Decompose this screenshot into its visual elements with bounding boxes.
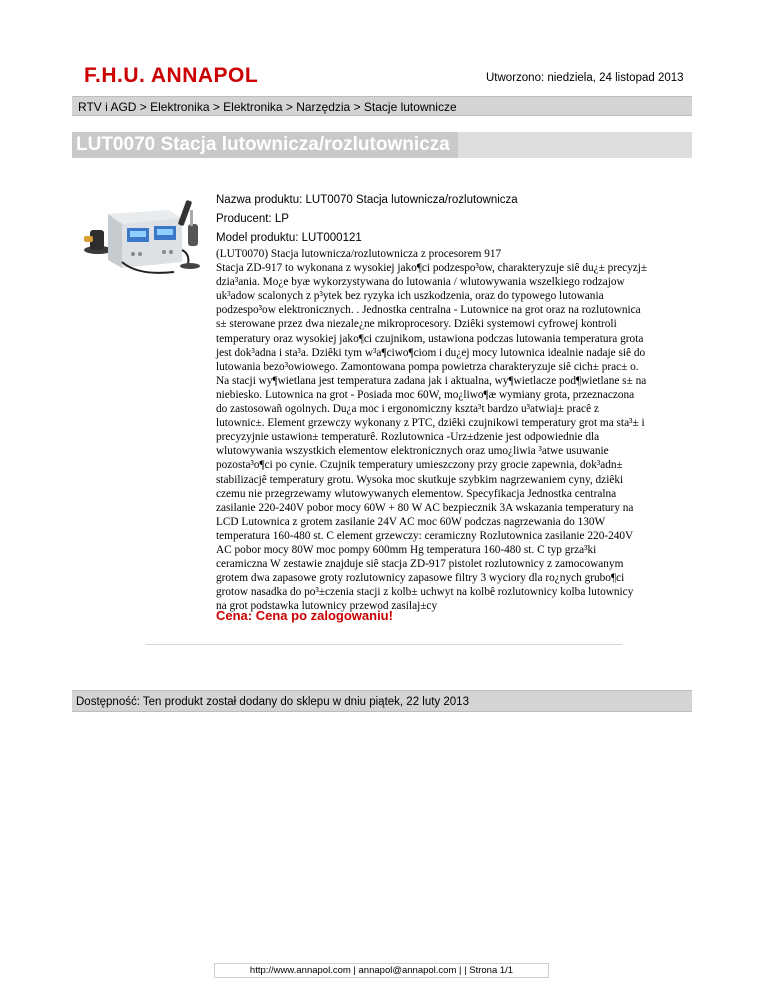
product-meta — [216, 191, 518, 248]
product-title: LUT0070 Stacja lutownicza/rozlutownicza — [72, 132, 458, 158]
brand-name: F.H.U. ANNAPOL — [84, 64, 259, 87]
separator — [146, 644, 622, 645]
availability-bar: Dostępność: Ten produkt został dodany do sklepu w dniu piątek, 22 luty 2013 — [72, 690, 692, 712]
breadcrumb: RTV i AGD > Elektronika > Elektronika > Narzędzia > Stacje lutownicze — [72, 96, 692, 116]
product-model-line: Model produktu: LUT000121 — [216, 232, 362, 244]
created-date: Utworzono: niedziela, 24 listopad 2013 — [486, 72, 684, 84]
product-producer-line: Producent: LP — [216, 213, 289, 225]
product-name-line: Nazwa produktu: LUT0070 Stacja lutownicza/rozlutownicza — [216, 194, 518, 206]
product-price: Cena: Cena po zalogowaniu! — [216, 608, 393, 623]
page-footer: http://www.annapol.com | annapol@annapol.com | | Strona 1/1 — [214, 963, 549, 978]
product-description: (LUT0070) Stacja lutownicza/rozlutownicza z procesorem 917 Stacja ZD-917 to wykonana z wysokiej jako¶ci podzespo³ow, charakteryzuje siê du¿± precyzj± dzia³ania. Mo¿e byæ wykorzystywana do lutowania / wlutowywania wszelkiego rodzajow uk³adow scalonych z p³ytek bez ryzyka ich uszkodzenia, oraz do typowego lutowania podzespo³ow elektronicznych. . Jednostka centralna - Lutownice na grot oraz na rozlutownica s± sterowane przez dwa niezale¿ne mikroprocesory. Dziêki systemowi cyfrowej kontroli temperatury oraz wysokiej jako¶ci czujnikom, ustawiona podczas lutowania temperatura grota jest dok³adna i sta³a. Dziêki tym w³a¶ciwo¶ciom i du¿ej mocy lutownica idealnie nadaje siê do lutowania bezo³owiowego. Zamontowana pompa powietrza charakteryzuje siê cich± prac± o. Na stacji wy¶wietlana jest temperatura zadana jak i aktualna, wy¶wietlacze pod¶wietlane s± na niebiesko. Lutownica na grot - Posiada moc 60W, mo¿liwo¶æ wymiany grota, przeznaczona do zastosowañ ogolnych. Du¿a moc i ergonomiczny kszta³t bardzo u³atwiaj± pracê z lutownic±. Element grzewczy wykonany z PTC, dziêki czujnikowi temperatury grot ma sta³± i precyzyjnie ustawion± temperaturê. Rozlutownica -Urz±dzenie jest odpowiednie dla wlutowywania wszystkich elementow elektronicznych oraz umo¿liwia ³atwe usuwanie pozosta³o¶ci po cynie. Czujnik temperatury umieszczony przy grocie zapewnia, dok³adn± stabilizacjê temperatury grotu. Wysoka moc skutkuje szybkim nagrzewaniem cyny, dziêki czemu nie przegrzewamy wlutowywanych elementow. Specyfikacja Jednostka centralna zasilanie 220-240V pobor mocy 60W + 80 W AC bezpiecznik 3A wskazania temperatury na LCD Lutownica z grotem zasilanie 24V AC moc 60W podczas nagrzewania do 130W temperatura 160-480 st. C element grzewczy: ceramiczny Rozlutownica zasilanie 220-240V AC pobor mocy 80W moc pompy 600mm Hg temperatura 160-480 st. C typ grza³ki ceramiczna W zestawie znajduje siê stacja ZD-917 pistolet rozlutownicy z zamocowanym grotem dwa zapasowe groty rozlutownicy zapasowe filtry 3 wyciory dla ro¿nych grubo¶ci grotow nasadka do po³±czenia stacji z kolb± uchwyt na kolbê rozlutownicy kolba lutownicy na grot podstawka lutownicy przewod zasilaj±cy — [216, 248, 648, 613]
soldering-station-image — [78, 190, 206, 276]
product-title-bar — [72, 132, 692, 158]
